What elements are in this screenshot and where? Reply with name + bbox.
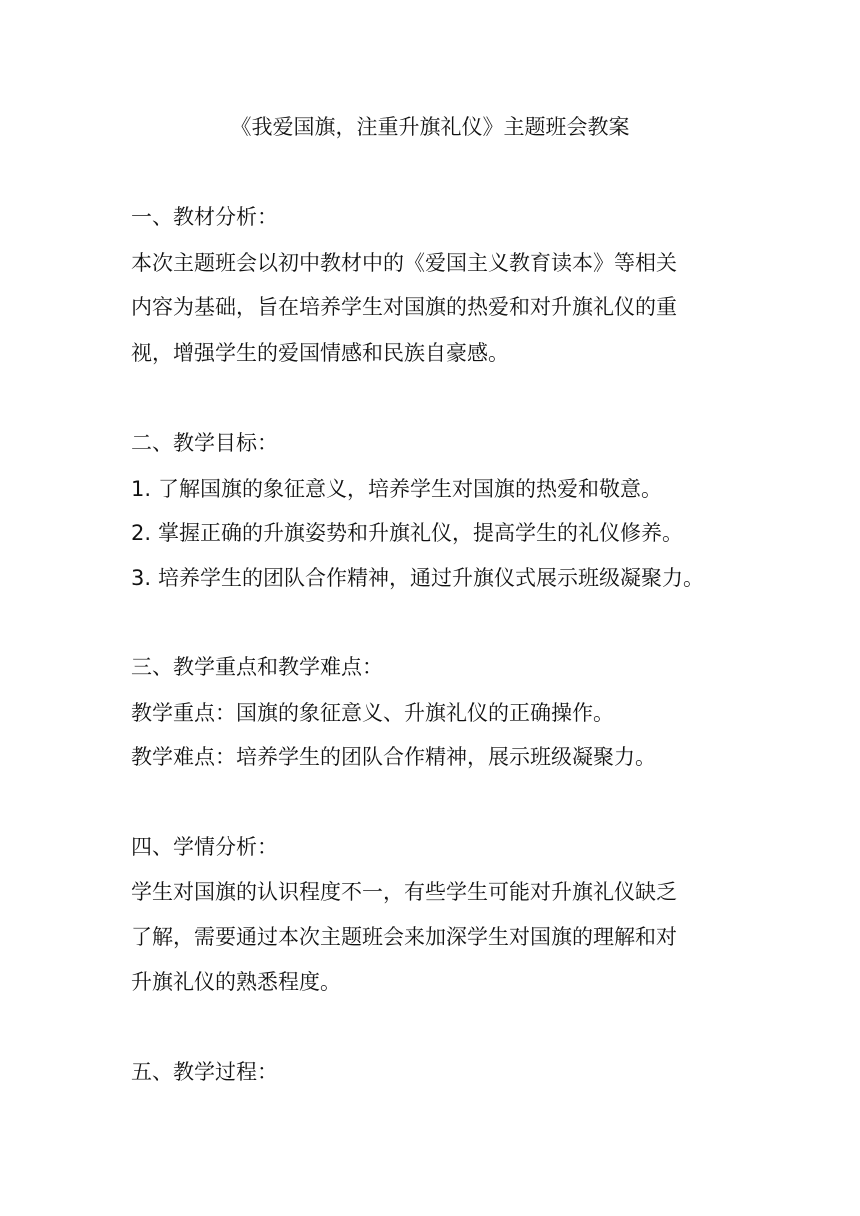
list-item-text: 了解国旗的象征意义，培养学生对国旗的热爱和敬意。: [158, 477, 662, 501]
list-item-number: 3.: [131, 566, 152, 590]
paragraph-line: 本次主题班会以初中教材中的《爱国主义教育读本》等相关: [131, 251, 677, 275]
paragraph-line: 内容为基础，旨在培养学生对国旗的热爱和对升旗礼仪的重: [131, 295, 677, 319]
section-heading-key-points: 三、教学重点和教学难点：: [131, 655, 383, 679]
paragraph-line: 了解，需要通过本次主题班会来加深学生对国旗的理解和对: [131, 925, 677, 949]
list-item: [131, 563, 704, 593]
list-item: [131, 518, 683, 548]
list-item-text: 培养学生的团队合作精神，通过升旗仪式展示班级凝聚力。: [158, 566, 704, 590]
document-title: 《我爱国旗，注重升旗礼仪》主题班会教案: [230, 115, 630, 139]
section-heading-teaching-process: 五、教学过程：: [131, 1060, 278, 1084]
paragraph-line: 视，增强学生的爱国情感和民族自豪感。: [131, 341, 509, 365]
paragraph-line: 升旗礼仪的熟悉程度。: [131, 970, 341, 994]
paragraph-line: 教学重点：国旗的象征意义、升旗礼仪的正确操作。: [131, 701, 614, 725]
list-item-number: 1.: [131, 477, 152, 501]
list-item-number: 2.: [131, 521, 152, 545]
list-item: [131, 474, 662, 504]
section-heading-materials: 一、教材分析：: [131, 205, 278, 229]
section-heading-student-analysis: 四、学情分析：: [131, 835, 278, 859]
paragraph-line: 教学难点：培养学生的团队合作精神，展示班级凝聚力。: [131, 745, 656, 769]
list-item-text: 掌握正确的升旗姿势和升旗礼仪，提高学生的礼仪修养。: [158, 521, 683, 545]
section-heading-objectives: 二、教学目标：: [131, 431, 278, 455]
paragraph-line: 学生对国旗的认识程度不一，有些学生可能对升旗礼仪缺乏: [131, 880, 677, 904]
